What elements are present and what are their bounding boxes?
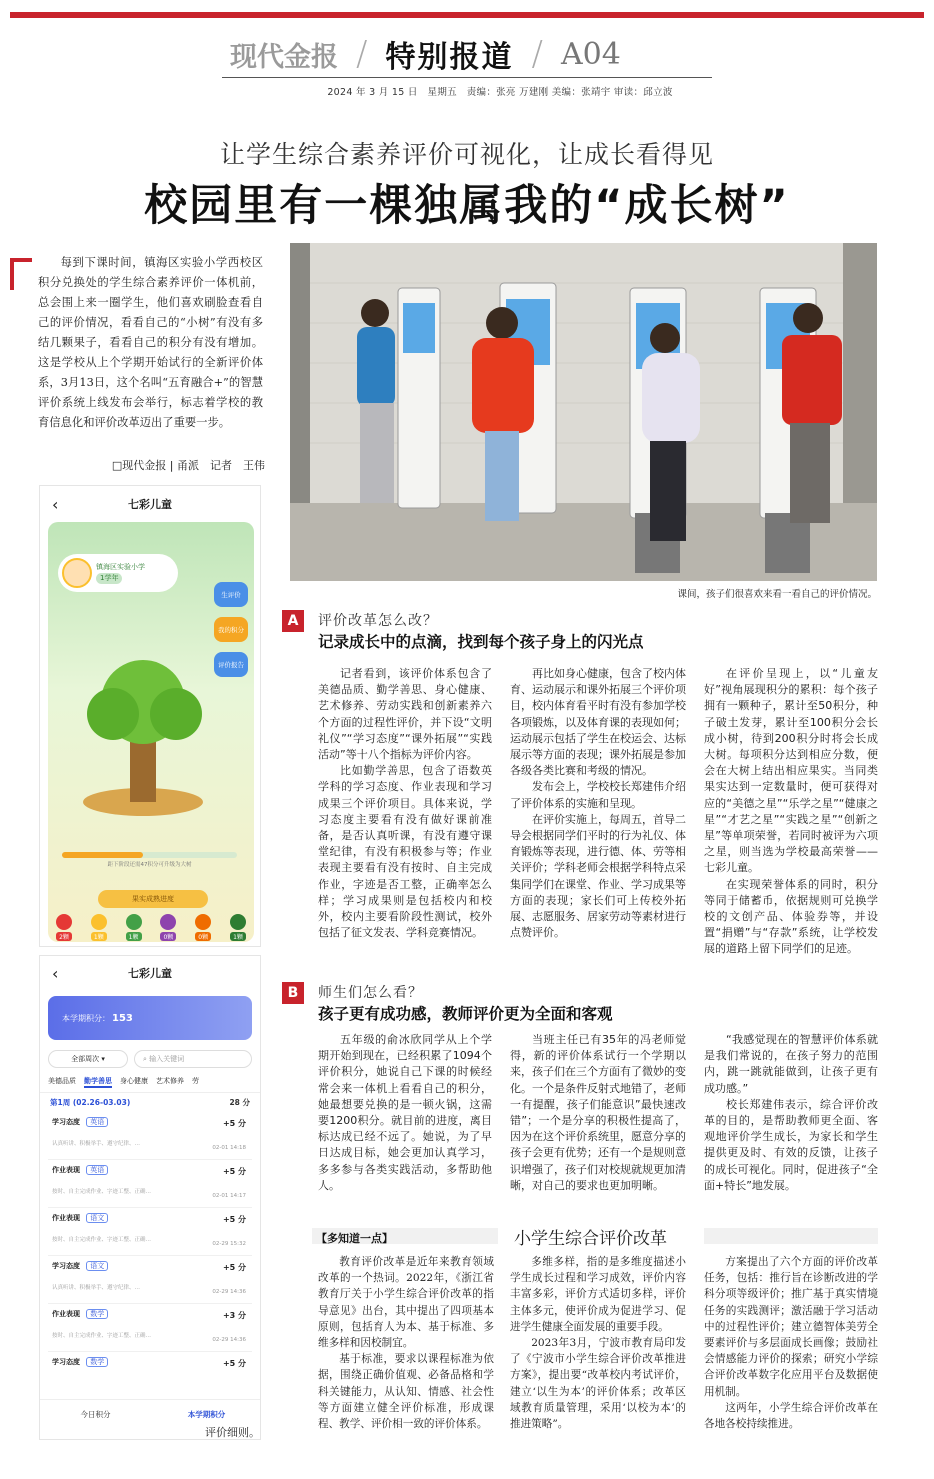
record-detail: 按时、自主完成作业、字迹工整、正确… bbox=[52, 1189, 152, 1195]
subject-badge: 语文 bbox=[86, 1261, 108, 1271]
fruit-item bbox=[126, 914, 142, 941]
section-a-col2 bbox=[510, 666, 686, 941]
subject-badge: 英语 bbox=[86, 1165, 108, 1175]
tab[interactable]: 美德品质 bbox=[48, 1077, 76, 1085]
sidebar-col2 bbox=[510, 1254, 686, 1432]
paragraph: 这两年，小学生综合评价改革在各地各校持续推进。 bbox=[704, 1401, 878, 1431]
record-name: 作业表现 bbox=[52, 1214, 80, 1222]
lead-paragraph: 每到下课时间，镇海区实验小学西校区积分兑换处的学生综合素养评价一体机前，总会围上来一圈学生，他们喜欢刷脸查看自己的评价情况，看看自己的“小树”有没有多结几颗果子，看看自己的积分有没有增加。这是学校从上个学期开始试行的全新评价体系，3月13日，这个名叫“五育融合+”的智慧评价系统上线发布会举行，标志着学校的教育信息化和评价改革迈出了重要一步。 bbox=[38, 256, 263, 429]
search-icon: ⌕ bbox=[143, 1055, 147, 1063]
record-row[interactable] bbox=[48, 1112, 252, 1160]
tab-today-points[interactable]: 今日积分 bbox=[80, 1410, 111, 1419]
paragraph: 2023年3月，宁波市教育局印发了《宁波市小学生综合评价改革推进方案》，提出要“改革校内考试评价，建立‘以生为本’的评价体系；改革区域教育质量管理，采用‘以校为本’的推进策略”。 bbox=[510, 1337, 686, 1431]
back-icon[interactable]: ‹ bbox=[52, 963, 59, 983]
paragraph: “我感觉现在的智慧评价体系就是我们常说的，在孩子努力的范围内，跳一跳就能做到，让孩子更有成功感。” bbox=[704, 1033, 878, 1095]
fruit-count: 1颗 bbox=[126, 932, 142, 941]
news-photo bbox=[290, 243, 877, 581]
fruit-count: 0颗 bbox=[195, 932, 211, 941]
fruit-item bbox=[160, 914, 176, 941]
record-points: +5 分 bbox=[222, 1359, 246, 1368]
week-header bbox=[40, 1093, 260, 1112]
paragraph: 比如勤学善思，包含了语数英学科的学习态度、作业表现和学习成果三个评价项目。具体来说，学习态度主要看有没有做好课前准备，是否认真听课，有没有遵守课堂纪律，有没有积极参与等；作业表现主要看有没有按时、自主完成作业，字迹是否工整，正确率怎么样；学习成果则是包括校内和校外，校内主要看阶段性测试，校外包括了征文发表、学科竞赛情况。 bbox=[318, 764, 492, 940]
record-points: +5 分 bbox=[222, 1263, 246, 1272]
category-tabs bbox=[40, 1072, 260, 1093]
paragraph: 记者看到，该评价体系包含了美德品质、勤学善思、身心健康、艺术修养、劳动实践和创新素养六个方面的过程性评价，并下设“文明礼仪”“学习态度”“课外拓展”“实践活动”等十八个指标为评价内容。 bbox=[318, 667, 492, 762]
app-header bbox=[40, 486, 260, 522]
record-name: 学习态度 bbox=[52, 1358, 80, 1366]
section-a-col3 bbox=[704, 666, 878, 958]
record-name: 作业表现 bbox=[52, 1310, 80, 1318]
fruit-count: 2颗 bbox=[56, 932, 72, 941]
record-name: 作业表现 bbox=[52, 1166, 80, 1174]
record-points: +3 分 bbox=[222, 1311, 246, 1320]
byline: □现代金报 | 甬派 记者 王伟 bbox=[111, 459, 265, 472]
section-b-badge: B bbox=[282, 982, 304, 1004]
grape-icon bbox=[160, 914, 176, 930]
term-points-card bbox=[48, 996, 252, 1040]
tab[interactable]: 身心健康 bbox=[120, 1077, 148, 1085]
fruit-count: 0颗 bbox=[160, 932, 176, 941]
sidebar-col1 bbox=[318, 1254, 494, 1432]
fruit-item bbox=[91, 914, 107, 941]
growth-progress-text: 距下阶段还需47积分可升级为大树 bbox=[107, 862, 192, 868]
tab[interactable]: 艺术修养 bbox=[156, 1077, 184, 1085]
back-icon[interactable]: ‹ bbox=[52, 494, 59, 514]
week-label: 第1周 (02.26-03.03) bbox=[50, 1098, 131, 1107]
paragraph: 在实现荣誉体系的同时，积分等同于储蓄币，依据规则可兑换学校的文创产品、体验券等，并设置“捐赠”与“存款”系统，让学校发展的道路上留下同学们的足迹。 bbox=[704, 877, 878, 956]
melon-icon bbox=[230, 914, 246, 930]
tree-icon bbox=[78, 652, 208, 822]
divider-slash: / bbox=[356, 34, 368, 74]
sidebar-col3 bbox=[704, 1254, 878, 1432]
subject-badge: 语文 bbox=[86, 1213, 108, 1223]
growth-progress-fill bbox=[62, 852, 143, 858]
growth-progress-track bbox=[62, 852, 237, 858]
tree-panel bbox=[48, 522, 254, 942]
paragraph: 在评价实施上，每周五，首导二导会根据同学们平时的行为礼仪、体育锻炼等表现，进行德、体、劳等相关评价；学科老师会根据学科特点采集同学们在课堂、作业、学习成果等方面的表现；家长们可上传校外拓展、志愿服务、居家劳动等素材进行点赞评价。 bbox=[510, 812, 686, 940]
record-points: +5 分 bbox=[222, 1215, 246, 1224]
sidebar-heading: 小学生综合评价改革 bbox=[514, 1229, 667, 1249]
paragraph: 教育评价改革是近年来教育领域改革的一个热词。2022年，《浙江省教育厅关于小学生综合评价改革的指导意见》出台，其中提出了四项基本原则，包括育人为本、基于标准、多维多样和因校制宜。 bbox=[318, 1256, 494, 1350]
orange-icon bbox=[195, 914, 211, 930]
paragraph: 多维多样，指的是多维度描述小学生成长过程和学习成效，评价内容丰富多彩，评价方式适切多样，评价主体多元，使评价成为促进学习、促进学生健康全面发展的重要手段。 bbox=[510, 1256, 686, 1333]
side-buttons bbox=[214, 582, 248, 677]
record-row[interactable] bbox=[48, 1160, 252, 1208]
app-screenshot-tree bbox=[39, 485, 261, 947]
paragraph: 当班主任已有35年的冯老师觉得，新的评价体系试行一个学期以来，孩子们在三个方面有了微妙的变化。一个是条件反射式地错了，老师一有提醒，孩子们能意识”最快速改错”；一个是分享的积极性提高了，因为在这个评价系统里，愿意分享的孩子会更有优势；还有一个是规则意识增强了，孩子们对校规就规更加清晰，对自己的要求也更加明晰。 bbox=[510, 1033, 686, 1192]
app-title: 七彩儿童 bbox=[128, 498, 172, 511]
search-input[interactable]: ⌕ 输入关键词 bbox=[134, 1050, 252, 1068]
section-b-heading: 孩子更有成功感，教师评价更为全面和客观 bbox=[318, 1005, 613, 1023]
subject-badge: 数学 bbox=[86, 1357, 108, 1367]
record-detail: 认真听讲、积极举手、遵守纪律、… bbox=[52, 1285, 141, 1291]
page-number: A04 bbox=[560, 36, 621, 72]
record-row[interactable] bbox=[48, 1208, 252, 1256]
sidebar-rule bbox=[704, 1228, 878, 1244]
grade-badge: 1学年 bbox=[96, 573, 122, 584]
record-row[interactable] bbox=[48, 1352, 252, 1400]
section-a-col1 bbox=[318, 666, 492, 941]
side-button[interactable]: 生评价 bbox=[214, 582, 248, 607]
subject-badge: 数学 bbox=[86, 1309, 108, 1319]
record-date: 02-01 14:18 bbox=[212, 1145, 246, 1151]
filter-row bbox=[40, 1046, 260, 1072]
record-detail: 按时、自主完成作业、字迹工整、正确… bbox=[52, 1333, 152, 1339]
tab[interactable]: 劳 bbox=[192, 1077, 199, 1085]
fruit-count: 1颗 bbox=[91, 932, 107, 941]
week-select[interactable]: 全部周次 ▾ bbox=[48, 1050, 128, 1068]
dateline: 2024 年 3 月 15 日 星期五 责编：张亮 万建刚 美编：张靖宇 审读：邱立波 bbox=[327, 87, 673, 98]
photo-caption: 课间，孩子们很喜欢来看一看自己的评价情况。 bbox=[677, 589, 877, 600]
chevron-down-icon: ▾ bbox=[101, 1055, 105, 1063]
section-b-col3 bbox=[704, 1032, 878, 1194]
avatar bbox=[62, 558, 92, 588]
record-detail: 按时、自主完成作业、字迹工整、正确… bbox=[52, 1237, 152, 1243]
lime-icon bbox=[126, 914, 142, 930]
fruit-progress-button[interactable]: 果实成熟进度 bbox=[98, 890, 208, 908]
pear-icon bbox=[91, 914, 107, 930]
subject-badge: 英语 bbox=[86, 1117, 108, 1127]
paper-name: 现代金报 bbox=[230, 41, 338, 73]
record-row[interactable] bbox=[48, 1256, 252, 1304]
section-a-badge: A bbox=[282, 610, 304, 632]
side-button[interactable]: 我的积分 bbox=[214, 617, 248, 642]
tab-term-points[interactable]: 本学期积分 bbox=[187, 1410, 226, 1419]
paragraph: 基于标准，要求以课程标准为依据，围绕正确价值观、必备品格和学科关键能力，从认知、情感、社会性等方面建立健全评价标准，形成课程、教学、评价相一致的评价体系。 bbox=[318, 1353, 494, 1431]
fruit-item bbox=[56, 914, 72, 941]
record-date: 02-01 14:17 bbox=[212, 1193, 246, 1199]
app-header bbox=[40, 956, 260, 990]
app-screenshot-points bbox=[39, 955, 261, 1440]
record-points: +5 分 bbox=[222, 1167, 246, 1176]
record-points: +5 分 bbox=[222, 1119, 246, 1128]
section-a-question: 评价改革怎么改？ bbox=[318, 613, 438, 629]
paragraph: 方案提出了六个方面的评价改革任务，包括：推行旨在诊断改进的学科分项等级评价；推广基于真实情境任务的实践测评；激活融于学习活动中的过程性评价；建立德智体美劳全要素评价与多层面成长画像；鼓励社会情感能力评价的探索；研究小学综合评价改革数字化应用平台及数据使用机制。 bbox=[704, 1256, 878, 1398]
section-b-col2 bbox=[510, 1032, 686, 1194]
record-name: 学习态度 bbox=[52, 1118, 80, 1126]
paragraph: 校长郑建伟表示，综合评价改革的目的，是帮助教师更全面、客观地评价学生成长，为家长和学生提供更及时、有效的反馈，让孩子的成长可视化。同时，促进孩子“全面+特长”地发展。 bbox=[704, 1097, 878, 1192]
paragraph: 发布会上，学校校长郑建伟介绍了评价体系的实施和呈现。 bbox=[510, 780, 686, 810]
record-detail: 认真听讲、积极举手、遵守纪律、… bbox=[52, 1141, 141, 1147]
headline-title: 校园里有一棵独属我的“成长树” bbox=[144, 181, 790, 231]
fruit-item bbox=[230, 914, 246, 941]
lead-mark bbox=[10, 258, 32, 290]
record-name: 学习态度 bbox=[52, 1262, 80, 1270]
record-date: 02-29 15:32 bbox=[212, 1241, 246, 1247]
school-name: 镇海区实验小学 bbox=[96, 563, 145, 571]
app-title: 七彩儿童 bbox=[128, 967, 172, 980]
record-list bbox=[40, 1112, 260, 1400]
sidebar-tail-text: 评价细则。 bbox=[205, 1426, 260, 1439]
column-name: 特别报道 bbox=[385, 40, 514, 75]
record-row[interactable] bbox=[48, 1304, 252, 1352]
headline-subtitle: 让学生综合素养评价可视化，让成长看得见 bbox=[219, 140, 714, 169]
divider-slash: / bbox=[531, 34, 543, 74]
fruit-row bbox=[56, 914, 246, 941]
masthead-rule bbox=[222, 77, 712, 78]
fruit-count: 1颗 bbox=[230, 932, 246, 941]
term-points-value: 153 bbox=[112, 1012, 133, 1024]
profile-card bbox=[58, 554, 178, 592]
section-a-heading: 记录成长中的点滴，找到每个孩子身上的闪光点 bbox=[318, 633, 644, 651]
paragraph: 五年级的俞冰欣同学从上个学期开始到现在，已经积累了1094个评价积分，她说自己下课的时候经常会来一体机上看看自己的积分，她最想要兑换的是一顿火锅，这需要1200积分。就目前的进度，离目标达成已经不远了。她说，为了早日达成目标，她会更加认真学习，多多参与各类实践活动，多帮助他人。 bbox=[318, 1033, 492, 1192]
paragraph: 再比如身心健康，包含了校内体育、运动展示和课外拓展三个评价项目，校内体育看平时有没有参加学校各项锻炼，以及体育课的表现如何；运动展示包括了学生在校运会、达标展示等方面的表现；课外拓展是参加各级各类比赛和考级的情况。 bbox=[510, 667, 686, 778]
record-date: 02-29 14:36 bbox=[212, 1337, 246, 1343]
photo-illustration bbox=[290, 243, 877, 581]
section-b-question: 师生们怎么看？ bbox=[318, 985, 423, 1001]
paragraph: 在评价呈现上，以“儿童友好”视角展现积分的累积：每个孩子拥有一颗种子，累计至50积分，种子破土发芽，累计至100积分会长成小树，待到200积分时将会长成大树。每项积分达到相应分数，便会在大树上结出相应果实。当同类果实达到一定数量时，便可获得对应的“美德之星”“乐学之星”“健康之星”“才艺之星”“实践之星”“创新之星”等单项荣誉，若同时被评为六项之星，则当选为学校最高荣誉——七彩儿童。 bbox=[704, 667, 878, 875]
tab-active[interactable]: 勤学善思 bbox=[84, 1076, 112, 1088]
fruit-item bbox=[195, 914, 211, 941]
sidebar-label: 【多知道一点】 bbox=[316, 1232, 393, 1245]
apple-icon bbox=[56, 914, 72, 930]
masthead bbox=[230, 30, 710, 78]
week-points: 28 分 bbox=[229, 1098, 250, 1107]
section-b-col1 bbox=[318, 1032, 492, 1194]
record-date: 02-29 14:36 bbox=[212, 1289, 246, 1295]
term-points-label: 本学期积分： bbox=[62, 1013, 110, 1023]
side-button[interactable]: 评价报告 bbox=[214, 652, 248, 677]
top-red-bar bbox=[10, 12, 924, 18]
